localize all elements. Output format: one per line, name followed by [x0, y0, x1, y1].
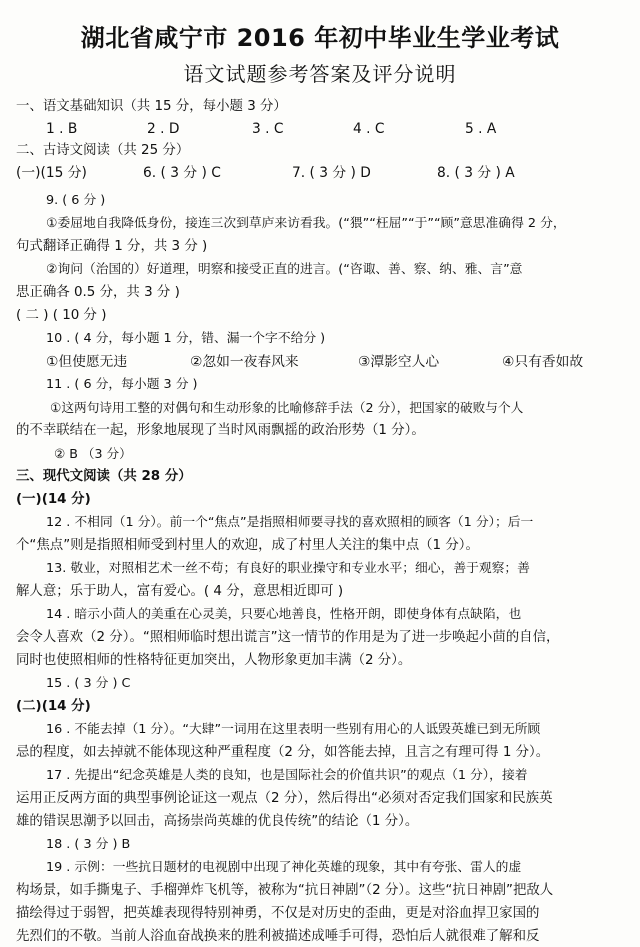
q12-line2: 个“焦点”则是指照相师受到村里人的欢迎，成了村里人关注的集中点（1 分）。 — [16, 538, 479, 553]
answer-q2: 2 . D — [147, 121, 180, 137]
q11-answer1-line1: ①这两句诗用工整的对偶句和生动形象的比喻修辞手法（2 分），把国家的破败与个人 — [50, 400, 524, 415]
section2-heading: 二、古诗文阅读（共 25 分） — [16, 143, 190, 158]
section2-part1-label: (一)(15 分) — [16, 165, 87, 181]
answer-q8: 8. ( 3 分 ) A — [437, 165, 515, 181]
q13-line2: 解人意；乐于助人，富有爱心。( 4 分，意思相近即可 ) — [16, 584, 344, 599]
q17-line3: 雄的错误思潮予以回击，高扬崇尚英雄的优良传统”的结论（1 分）。 — [16, 814, 419, 829]
q14-line3: 同时也使照相师的性格特征更加突出，人物形象更加丰满（2 分）。 — [16, 653, 412, 668]
q9-answer2-line1: ②询问（治国的）好道理，明察和接受正直的进言。(“咨诹、善、察、纳、雅、言”意 — [46, 262, 523, 277]
q10-answer4: ④只有香如故 — [502, 354, 584, 370]
document-subtitle: 语文试题参考答案及评分说明 — [183, 62, 457, 86]
q15-answer: 15 . ( 3 分 ) C — [46, 676, 131, 691]
q9-heading: 9. ( 6 分 ) — [46, 193, 106, 208]
q19-line1: 19 . 示例：一些抗日题材的电视剧中出现了神化英雄的现象，其中有夸张、雷人的虚 — [46, 860, 522, 875]
q19-line4: 先烈们的不敬。当前人浴血奋战换来的胜利被描述成唾手可得，恐怕后人就很难了解和反 — [16, 929, 540, 944]
answer-q4: 4 . C — [353, 121, 385, 137]
q9-answer1-line2: 句式翻译正确得 1 分，共 3 分 ) — [16, 239, 208, 254]
q13-line1: 13. 敬业，对照相艺术一丝不苟；有良好的职业操守和专业水平；细心，善于观察；善 — [46, 561, 530, 576]
q19-line3: 描绘得过于弱智，把英雄表现得特别神勇，不仅是对历史的歪曲，更是对浴血捍卫家国的 — [16, 906, 540, 921]
q16-line1: 16 . 不能去掉（1 分）。“大肆”一词用在这里表明一些别有用心的人诋毁英雄已到无所顾 — [46, 722, 541, 737]
section3-heading: 三、现代文阅读（共 28 分） — [16, 469, 192, 484]
q16-line2: 忌的程度，如去掉就不能体现这种严重程度（2 分，如答能去掉，且言之有理可得 1 分）。 — [16, 745, 550, 760]
q19-line2: 构场景，如手撕鬼子、手榴弹炸飞机等，被称为“抗日神剧”（2 分）。这些“抗日神剧”把敌人 — [16, 883, 554, 898]
section3-part1-label: (一)(14 分) — [16, 492, 91, 507]
document-title: 湖北省咸宁市 2016 年初中毕业生学业考试 — [80, 24, 560, 52]
section2-part2-label: ( 二 ) ( 10 分 ) — [16, 308, 107, 323]
answer-q7: 7. ( 3 分 ) D — [292, 165, 371, 181]
q10-answer1: ①但使愿无违 — [46, 354, 128, 370]
q18-answer: 18 . ( 3 分 ) B — [46, 837, 131, 852]
answer-q5: 5 . A — [465, 121, 497, 137]
q9-answer2-line2: 思正确各 0.5 分，共 3 分 ) — [16, 285, 180, 300]
q9-answer1-line1: ①委屈地自我降低身份，接连三次到草庐来访看我。(“猥”“枉屈”“于”“顾”意思准确得 2 分， — [46, 216, 566, 231]
q14-line1: 14 . 暗示小茴人的美重在心灵美，只要心地善良，性格开朗，即使身体有点缺陷，也 — [46, 607, 522, 622]
q10-heading: 10 . ( 4 分，每小题 1 分，错、漏一个字不给分 ) — [46, 331, 326, 346]
q10-answer2: ②忽如一夜春风来 — [190, 354, 299, 370]
section1-heading: 一、语文基础知识（共 15 分，每小题 3 分） — [16, 99, 287, 114]
answer-q1: 1 . B — [46, 121, 78, 137]
q12-line1: 12 . 不相同（1 分）。前一个“焦点”是指照相师要寻找的喜欢照相的顾客（1 分）；后一 — [46, 515, 534, 530]
q10-answer3: ③潭影空人心 — [358, 354, 440, 370]
q11-heading: 11 . ( 6 分，每小题 3 分 ) — [46, 377, 198, 392]
section3-part2-label: (二)(14 分) — [16, 699, 91, 714]
q11-answer1-line2: 的不幸联结在一起，形象地展现了当时风雨飘摇的政治形势（1 分）。 — [16, 423, 425, 438]
answer-q3: 3 . C — [252, 121, 284, 137]
q17-line1: 17 . 先提出“纪念英雄是人类的良知，也是国际社会的价值共识”的观点（1 分），接着 — [46, 768, 528, 783]
q17-line2: 运用正反两方面的典型事例论证这一观点（2 分），然后得出“必须对否定我们国家和民族英 — [16, 791, 553, 806]
q11-answer2: ② B （3 分） — [54, 446, 132, 461]
answer-q6: 6. ( 3 分 ) C — [143, 165, 221, 181]
q14-line2: 会令人喜欢（2 分）。“照相师临时想出谎言”这一情节的作用是为了进一步唤起小茴的自信， — [16, 630, 560, 645]
